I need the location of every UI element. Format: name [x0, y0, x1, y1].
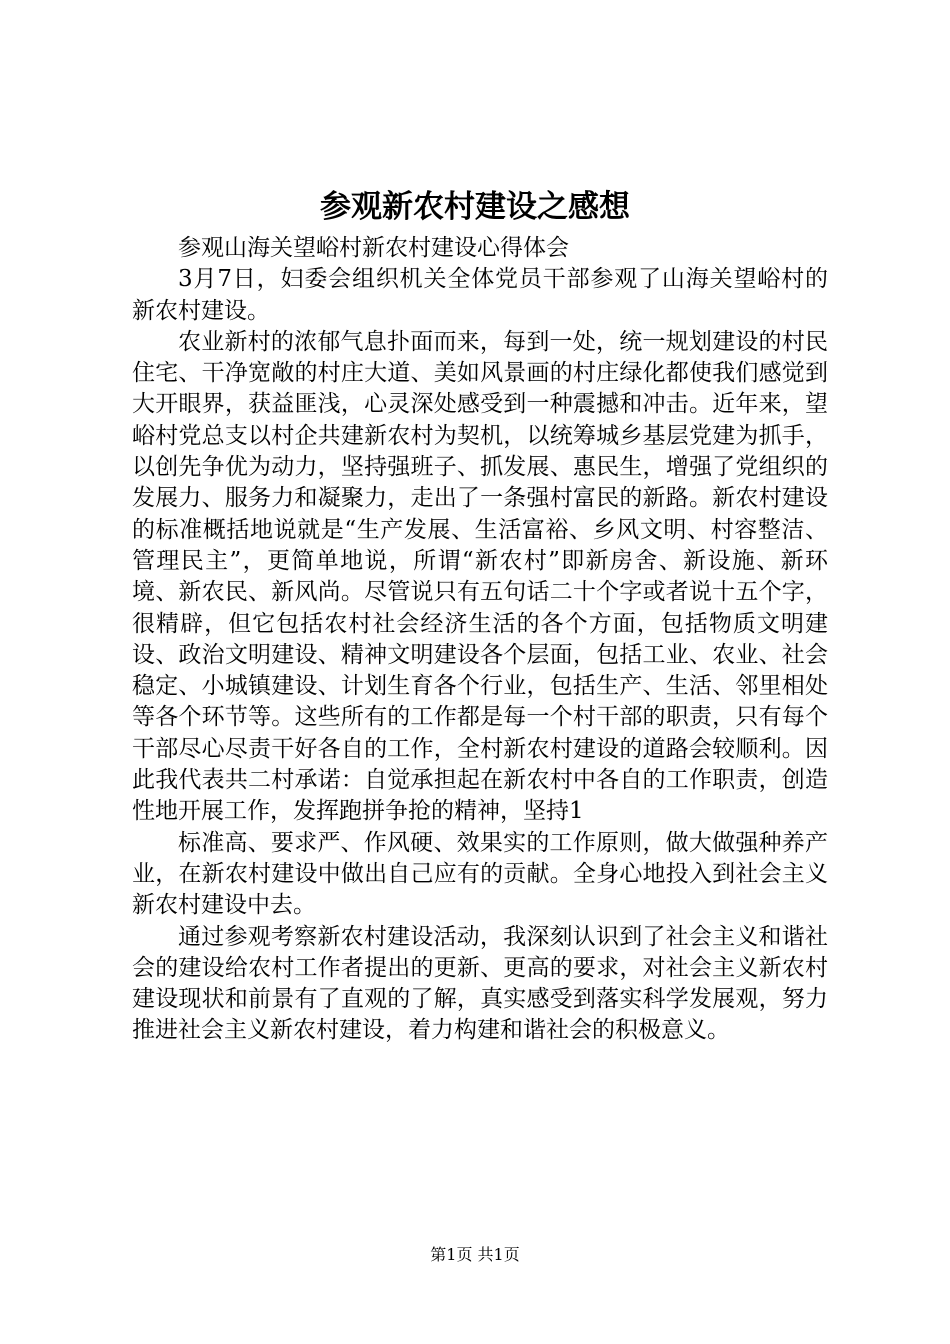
document-subtitle: 参观山海关望峪村新农村建设心得体会: [178, 235, 569, 261]
paragraph: 标准高、要求严、作风硬、效果实的工作原则，做大做强种养产业，在新农村建设中做出自己应有的贡献。全身心地投入到社会主义新农村建设中去。: [132, 829, 828, 919]
page-footer: 第1页 共1页: [430, 1245, 520, 1264]
paragraph: 农业新村的浓郁气息扑面而来，每到一处，统一规划建设的村民住宅、干净宽敞的村庄大道、美如风景画的村庄绿化都使我们感觉到大开眼界，获益匪浅，心灵深处感受到一种震撼和冲击。近年来，望峪村党总支以村企共建新农村为契机，以统筹城乡基层党建为抓手，以创先争优为动力，坚持强班子、抓发展、惠民生，增强了党组织的发展力、服务力和凝聚力，走出了一条强村富民的新路。新农村建设的标准概括地说就是“生产发展、生活富裕、乡风文明、村容整洁、管理民主”，更简单地说，所谓“新农村”即新房舍、新设施、新环境、新农民、新风尚。尽管说只有五句话二十个字或者说十五个字，很精辟，但它包括农村社会经济生活的各个方面，包括物质文明建设、政治文明建设、精神文明建设各个层面，包括工业、农业、社会稳定、小城镇建设、计划生育各个行业，包括生产、生活、邻里相处等各个环节等。这些所有的工作都是每一个村干部的职责，只有每个干部尽心尽责干好各自的工作，全村新农村建设的道路会较顺利。因此我代表共二村承诺：自觉承担起在新农村中各自的工作职责，创造性地开展工作，发挥跑拼争抢的精神，坚持1: [132, 328, 828, 825]
page-title: 参观新农村建设之感想: [320, 189, 630, 225]
paragraph: 3月7日，妇委会组织机关全体党员干部参观了山海关望峪村的新农村建设。: [132, 266, 828, 324]
document-body: [132, 233, 828, 1047]
paragraph: 通过参观考察新农村建设活动，我深刻认识到了社会主义和谐社会的建设给农村工作者提出的更新、更高的要求，对社会主义新农村建设现状和前景有了直观的了解，真实感受到落实科学发展观，努力推进社会主义新农村建设，着力构建和谐社会的积极意义。: [132, 923, 828, 1044]
